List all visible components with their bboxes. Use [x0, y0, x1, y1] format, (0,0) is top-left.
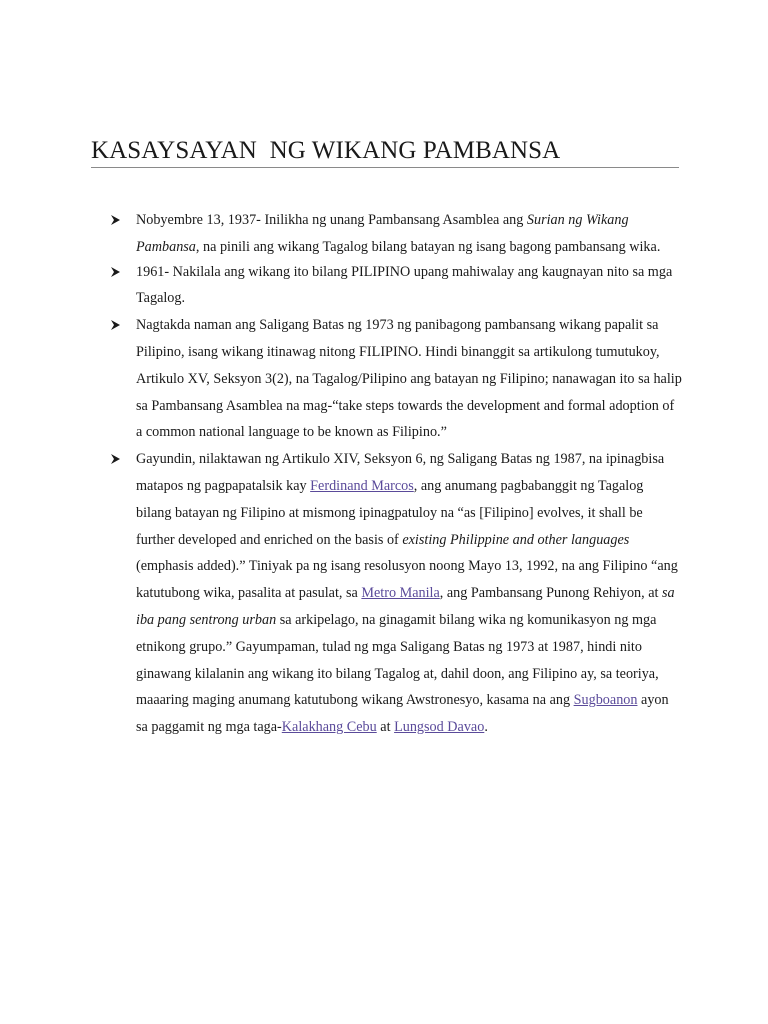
link-ferdinand-marcos[interactable]: Ferdinand Marcos: [310, 477, 414, 494]
item-emphasis: existing Philippine and other languages: [402, 531, 630, 548]
link-lungsod-davao[interactable]: Lungsod Davao: [394, 719, 485, 736]
item-text: , ang Pambansang Punong Rehiyon, at: [439, 585, 663, 602]
link-sugboanon[interactable]: Sugboanon: [573, 692, 638, 709]
arrowhead-bullet-icon: [110, 312, 124, 338]
arrowhead-bullet-icon: [110, 446, 124, 472]
item-text: , na pinili ang wikang Tagalog bilang batayan ng isang bagong pambansang wika.: [195, 238, 661, 255]
item-text: sa arkipelago, na ginagamit bilang wika ng komunikasyon ng mga etnikong grupo.” Gayumpaman, tulad ng mga Saligang Batas ng 1973 at 1987, hindi nito ginawang kilalanin ang wikang ito bilang Tagalog at, dahil doon, ang Filipino ay, sa teoriya, maaaring maging anumang katutubong wikang Awstronesyo, kasama na ang: [136, 611, 659, 709]
item-text: Nagtakda naman ang Saligang Batas ng 1973 ng panibagong pambansang wikang papalit sa Pilipino, isang wikang itinawag nitong FILIPINO. Hindi binanggit sa artikulong tumutukoy, Artikulo XV, Seksyon 3(2), na Tagalog/Pilipino ang batayan ng Filipino; nanawagan ito sa halip sa Pambansang Asamblea na mag-“take steps towards the development and formal adoption of a common national language to be known as Filipino.”: [136, 317, 682, 441]
item-text: (emphasis added).” Tiniyak pa ng isang resolusyon noong Mayo 13, 1992, na ang Filipino “ang katutubong wika, pasalita at pasulat, sa: [136, 558, 678, 602]
document-title: KASAYSAYAN NG WIKANG PAMBANSA: [91, 137, 561, 164]
item-text: 1961- Nakilala ang wikang ito bilang PILIPINO upang mahiwalay ang kaugnayan nito sa mga Tagalog.: [136, 263, 673, 307]
bullet-item-1973: [110, 312, 682, 446]
bullet-item-1937: [110, 207, 682, 261]
item-emphasis: Surian ng Wikang Pambansa: [136, 212, 629, 255]
item-text: ayon sa paggamit ng mga taga-: [136, 692, 669, 736]
item-text: , ang anumang pagbabanggit ng Tagalog bilang batayan ng Filipino at mismong ipinagpatuloy na “as [Filipino] evolves, it shall be further developed and enriched on the basis of: [136, 477, 644, 548]
link-metro-manila[interactable]: Metro Manila: [361, 585, 440, 602]
item-emphasis: sa iba pang sentrong urban: [136, 585, 675, 628]
item-text: Nobyembre 13, 1937- Inilikha ng unang Pambansang Asamblea ang: [136, 212, 527, 228]
bullet-list: [110, 207, 682, 739]
arrowhead-bullet-icon: [110, 259, 124, 285]
link-kalakhang-cebu[interactable]: Kalakhang Cebu: [281, 719, 377, 736]
bullet-item-1987: [110, 446, 682, 741]
item-text: at: [376, 719, 395, 736]
title-underline: [91, 167, 679, 168]
item-text: Gayundin, nilaktawan ng Artikulo XIV, Seksyon 6, ng Saligang Batas ng 1987, na ipinagbisa matapos ng pagpapatalsik kay: [136, 451, 665, 494]
arrowhead-bullet-icon: [110, 207, 124, 233]
bullet-item-1961: [110, 259, 682, 313]
item-text: .: [484, 719, 488, 736]
